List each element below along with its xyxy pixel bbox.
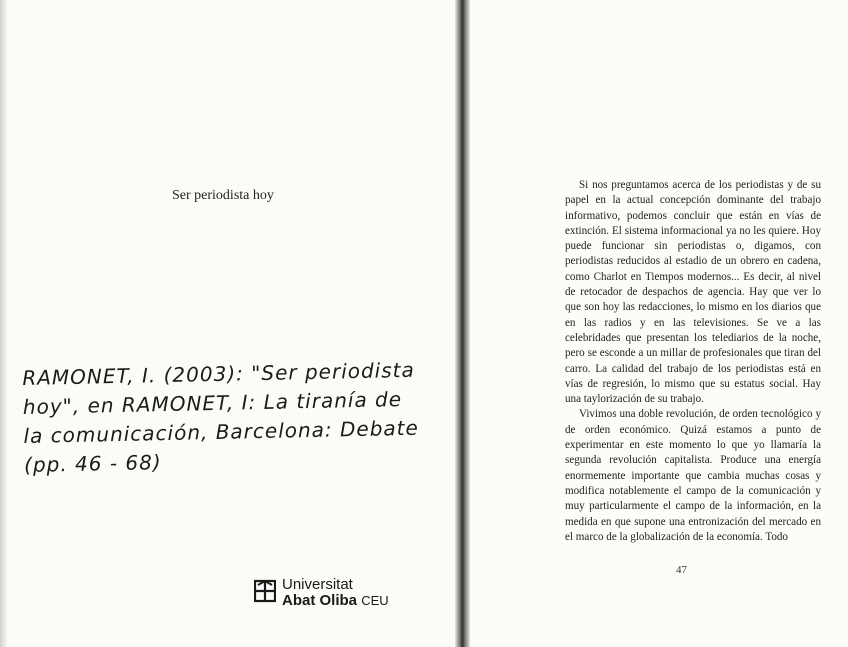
- logo-text-ceu: CEU: [361, 593, 389, 608]
- paragraph: Si nos preguntamos acerca de los periodistas y de su papel en la actual concepción dominante del trabajo informativo, podemos concluir que están en vías de extinción. El sistema informacional ya no les quiere. Hoy puede funcionar sin periodistas o, digamos, con periodistas reducidos al estadio de un obrero en cadena, como Charlot en Tiempos modernos... Es decir, al nivel de retocador de despachos de agencia. Hay que ver lo que son hoy las redacciones, lo mismo en los diarios que en las radios y en las televisiones. Se ve a las celebridades que presentan los telediarios de la noche, pero se esconde a un millar de profesionales que tiran del carro. La calidad del trabajo de los periodistas está en vías de regresión, lo mismo que su estatus social. Hay una taylorización de su trabajo.: [565, 179, 821, 406]
- handwritten-line: RAMONET, I. (2003): "Ser periodista: [22, 357, 415, 390]
- handwritten-line: hoy", en RAMONET, I: La tiranía de: [22, 387, 403, 419]
- page-number: 47: [676, 564, 687, 576]
- paragraph: Vivimos una doble revolución, de orden tecnológico y de orden económico. Quizá estamos a punto de experimentar en este momento lo que yo llamaría la segunda revolución capitalista. Produce una energía enormemente importante que cambia muchas cosas y modifica notablemente el campo de la comunicación y muy particularmente el campo de la información, en la medida en que supone una entronización del mercado en el marco de la globalización de la economía. Todo: [565, 408, 821, 543]
- handwritten-line: (pp. 46 - 68): [23, 450, 162, 477]
- university-emblem-icon: [254, 579, 276, 603]
- body-text: [565, 178, 821, 545]
- handwritten-citation: [22, 355, 464, 480]
- handwritten-line: la comunicación, Barcelona: Debate: [23, 415, 420, 448]
- chapter-title: Ser periodista hoy: [172, 188, 274, 203]
- book-gutter: [455, 0, 470, 647]
- logo-text-abat-oliba: Abat Oliba: [282, 592, 358, 609]
- university-logo: [254, 577, 389, 609]
- logo-text-universitat: Universitat: [282, 576, 353, 593]
- page-edge-shadow: [0, 0, 8, 647]
